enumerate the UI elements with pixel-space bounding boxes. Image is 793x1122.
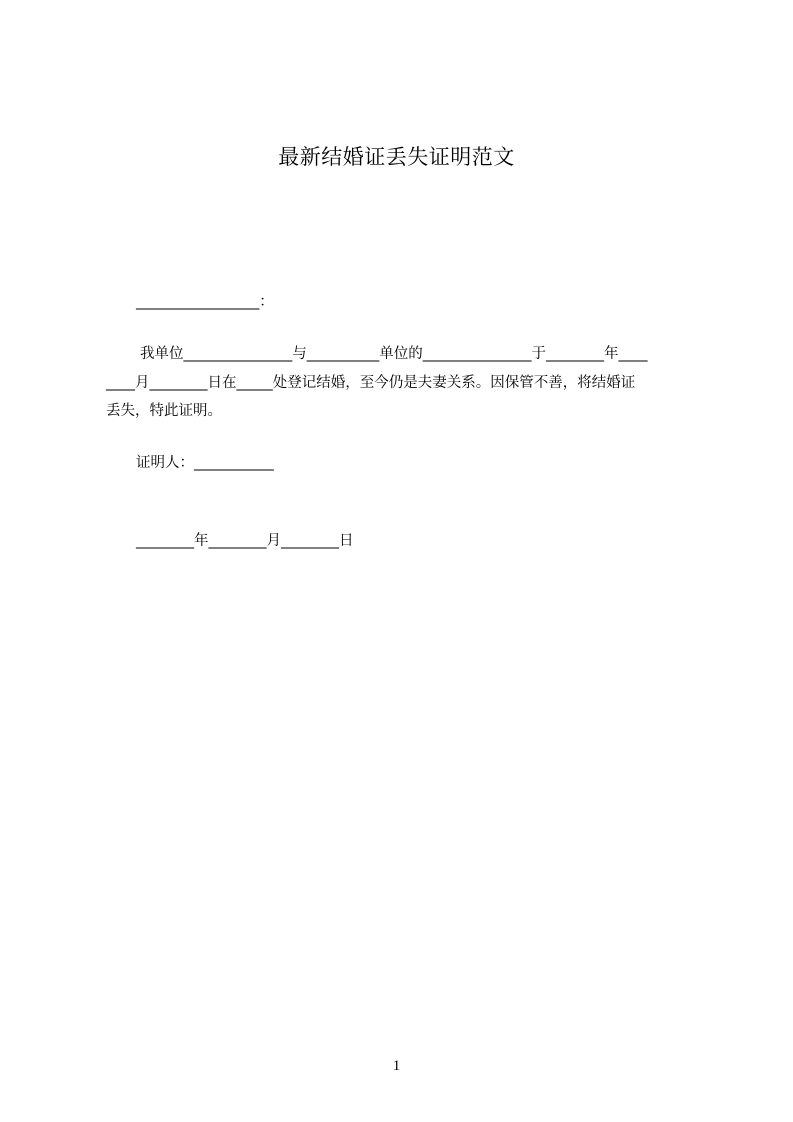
salutation-line: _________________： xyxy=(136,294,274,310)
page-number: 1 xyxy=(392,1058,401,1074)
document-title: 最新结婚证丢失证明范文 xyxy=(278,145,515,169)
body-line-2: ____月________日在_____处登记结婚，至今仍是夫妻关系。因保管不善，将结婚证 xyxy=(106,375,636,391)
body-line-1: 我单位_______________与__________单位的_______________于________年____ xyxy=(140,346,648,362)
date-line: ________年________月________日 xyxy=(136,533,354,549)
witness-line: 证明人：___________ xyxy=(136,455,274,471)
body-line-3: 丢失，特此证明。 xyxy=(106,403,222,419)
